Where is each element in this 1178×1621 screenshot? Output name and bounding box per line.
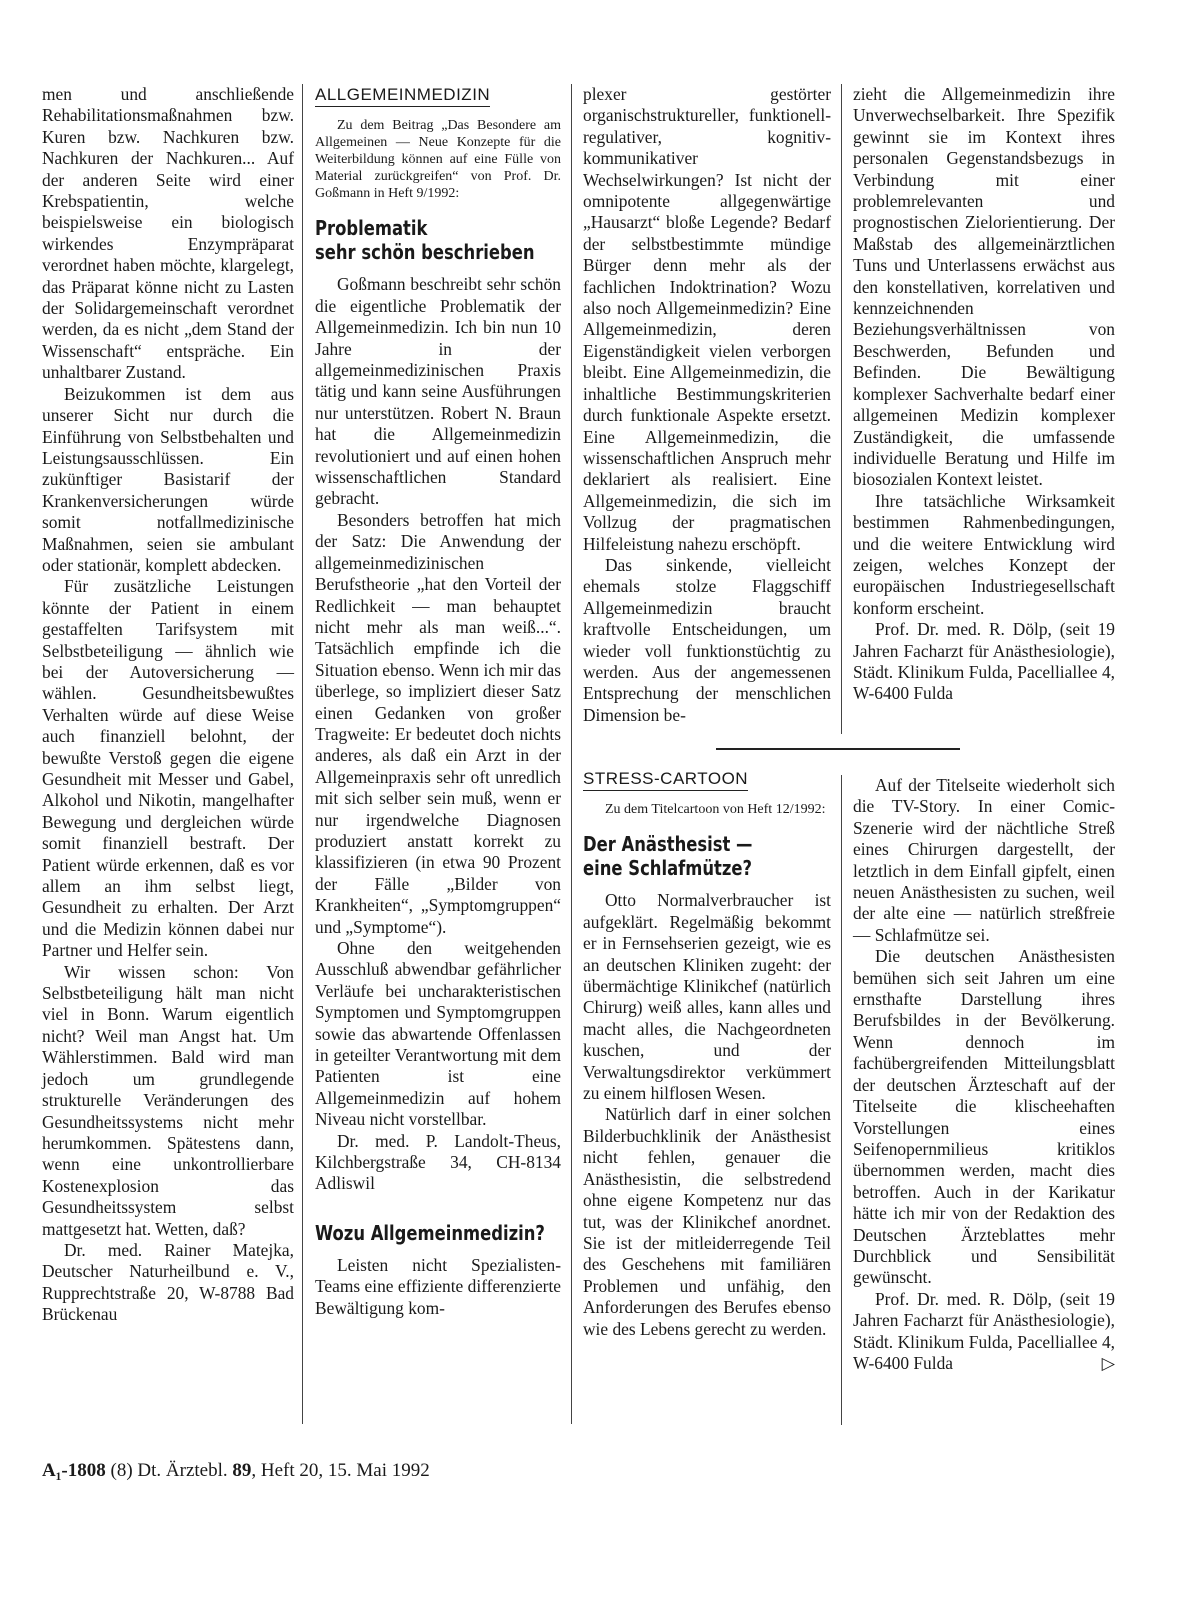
paragraph: Die deutschen Anästhesisten bemühen sich seit Jahren um eine ernsthafte Darstellung ihres Berufsbildes in der Bevölkerung. Wenn dennoch im fachübergreifenden Mitteilungsblatt der deutschen Ärzteschaft auf der Titelseite die klischeehaften Vorstellungen eines Seifenopernmilieus kritiklos übernommen werden, macht dies betroffen. Auch in der Karikatur hätte ich mir von der Redaktion des Deutschen Ärzteblattes mehr Durchblick und Sensibilität gewünscht. [853,946,1115,1288]
article-headline [315,216,535,265]
column-3-top [583,84,831,726]
column-4-bottom [853,775,1115,1374]
headline-line: Der Anästhesist — [583,832,753,857]
headline-line: sehr schön beschrieben [315,240,535,265]
column-divider [841,775,842,1425]
paragraph: Leisten nicht Spezialisten-Teams eine effiziente differenzierte Bewältigung kom- [315,1254,561,1318]
reference-note: Zu dem Titelcartoon von Heft 12/1992: [605,802,826,818]
paragraph: Besonders betroffen hat mich der Satz: Die Anwendung der allgemeinmedizinischen Berufstheorie „hat den Vorteil der Redlichkeit — man behauptet nicht mehr als man weiß...“. Tatsächlich empfinde ich die Situation ebenso. Wenn ich mir das überlege, so impliziert dieser Satz einen Gedanken von großer Tragweite: Er bedeutet doch nichts anderes, als daß ein Arzt in der Allgemeinpraxis sehr oft unredlich mit sich selber sein muß, wenn er nur irgendwelche Diagnosen produziert anstatt korrekt zu klassifizieren (in etwa 90 Prozent der Fälle „Bilder von Krankheiten“, „Symptomgruppen“ und „Symptome“). [315,509,561,937]
paragraph: men und anschließende Rehabilitationsmaßnahmen bzw. Kuren bzw. Nachkuren bzw. Nachkuren der Nachkuren... Auf der anderen Seite wird einer Krebspatientin, welche beispielsweise ein biologisch wirkendes Enzympräparat verordnet haben möchte, klargelegt, das Präparat könne nicht zu Lasten der Solidargemeinschaft verordnet werden, da es nicht „dem Stand der Wissenschaft“ entspräche. Ein unhaltbarer Zustand. [42,84,294,383]
column-divider [302,84,303,1424]
paragraph: Wir wissen schon: Von Selbstbeteiligung hält man nicht viel in Bonn. Warum eigentlich nicht? Weil man Angst hat. Um Wählerstimmen. Bald wird man jedoch um grundlegende strukturelle Veränderungen des Gesundheitssystems nicht mehr herumkommen. Spätestens dann, wenn eine unkontrollierbare Kostenexplosion das Gesundheitssystem selbst mattgesetzt hat. Wetten, daß? [42,961,294,1239]
journal-ref: (8) Dt. Ärztebl. [110,1460,228,1481]
article-headline: Wozu Allgemeinmedizin? [315,1220,545,1245]
paragraph: Natürlich darf in einer solchen Bilderbuchklinik der Anästhesist nicht fehlen, genauer die Anästhesistin, die selbstredend ohne eigene Kompetenz nur das tut, was der Klinikchef anordnet. Sie ist der mitleiderregende Teil des Geschehens mit familiären Problemen und unfähig, den Anforderungen des Berufes ebenso wie des Lebens gerecht zu werden. [583,1104,831,1339]
column-3-bottom [583,768,831,1340]
paragraph: Otto Normalverbraucher ist aufgeklärt. Regelmäßig bekommt er in Fernsehserien gezeigt, wie es an deutschen Kliniken zugeht: der übermächtige Klinikchef (natürlich Chirurg) weiß alles, kann alles und macht alles, die Nachgeordneten kuschen, und der Verwaltungsdirektor verkümmert zu einem hilflosen Wesen. [583,890,831,1104]
paragraph: zieht die Allgemeinmedizin ihre Unverwechselbarkeit. Ihre Spezifik gewinnt sie im Kontext ihres personalen Gegenstandsbezugs in Verbindung mit einer problemrelevanten und prognostischen Zielorientierung. Der Maßstab des allgemeinärztlichen Tuns und Unterlassens erwächst aus den konstellativen, korrelativen und kennzeichnenden Beziehungsverhältnissen von Beschwerden, Befunden und Befinden. Die Bewältigung komplexer Sachverhalte bedarf einer allgemeinen Medizin komplexer Zuständigkeit, die umfassende individuelle Beratung und Hilfe im biosozialen Kontext leistet. [853,84,1115,490]
column-1 [42,84,294,1326]
article-headline [583,832,786,880]
section-label: ALLGEMEINMEDIZIN [315,84,490,107]
paragraph: Auf der Titelseite wiederholt sich die TV-Story. In einer Comic-Szenerie wird der nächtliche Streß eines Chirurgen dargestellt, der letztlich in dem Einfall gipfelt, einen neuen Anästhesisten zu suchen, weil der alte eine — natürlich streßfreie — Schlafmütze sei. [853,775,1115,945]
paragraph: Goßmann beschreibt sehr schön die eigentliche Problematik der Allgemeinmedizin. Ich bin nun 10 Jahre in der allgemeinmedizinischen Praxis tätig und kann seine Ausführungen nur unterstützen. Robert N. Braun hat die Allgemeinmedizin revolutioniert und auf einen hohen wissenschaftlichen Standard gebracht. [315,274,561,509]
paragraph: Ohne den weitgehenden Ausschluß abwendbar gefährlicher Verläufe bei uncharakteristischen Symptomen und Symptomgruppen sowie das abwartende Offenlassen in geteilter Verantwortung mit dem Patienten ist eine Allgemeinmedizin auf hohem Niveau nicht vorstellbar. [315,938,561,1130]
paragraph: Beizukommen ist dem aus unserer Sicht nur durch die Einführung von Selbstbehalten und Leistungsausschlüssen. Ein zukünftiger Basistarif der Krankenversicherungen würde somit notfallmedizinische Maßnahmen, seien sie ambulant oder stationär, komplett abdecken. [42,383,294,575]
section-divider [716,748,960,750]
headline-line: Problematik [315,216,428,241]
page-footer [42,1460,430,1482]
column-4-top [853,84,1115,705]
reference-note: Zu dem Beitrag „Das Besondere am Allgemeinen — Neue Konzepte für die Weiterbildung können auf eine Fülle von Material zurückgreifen“ von Prof. Dr. Goßmann in Heft 9/1992: [315,118,561,202]
issue-date: , Heft 20, 15. Mai 1992 [251,1460,430,1481]
page-code: A₁-1808 [42,1460,106,1481]
column-divider [841,84,842,734]
author-signature [853,1289,1115,1375]
paragraph: Für zusätzliche Leistungen könnte der Patient in einem gestaffelten Tarifsystem mit Selbstbeteiligung — ähnlich wie bei der Autoversicherung — wählen. Gesundheitsbewußtes Verhalten würde auf diese Weise auch finanziell belohnt, der bewußte Verstoß gegen die eigene Gesundheit mit Messer und Gabel, Alkohol und Nikotin, mangelhafter Bewegung und dergleichen würde somit finanziell bestraft. Der Patient würde erkennen, daß es vor allem an ihm selbst liegt, Gesundheit zu erhalten. Der Arzt und die Medizin können dabei nur Partner und Helfer sein. [42,576,294,961]
column-2 [315,84,561,1319]
headline-line: eine Schlafmütze? [583,856,753,881]
author-signature: Prof. Dr. med. R. Dölp, (seit 19 Jahren Facharzt für Anästhesiologie), Städt. Klinikum Fulda, Pacelliallee 4, W-6400 Fulda [853,619,1115,704]
author-signature: Dr. med. P. Landolt-Theus, Kilchbergstraße 34, CH-8134 Adliswil [315,1130,561,1194]
section-label: STRESS-CARTOON [583,768,748,791]
paragraph: plexer gestörter organischstruktureller, funktionell-regulativer, kognitiv-kommunikativer Wechselwirkungen? Ist nicht der omnipotente allgegenwärtige „Hausarzt“ bloße Legende? Bedarf der selbstbestimmte mündige Bürger denn mehr als der fachlichen Indoktrination? Wozu also noch Allgemeinmedizin? Eine Allgemeinmedizin, deren Eigenständigkeit vielen verborgen bleibt. Eine Allgemeinmedizin, die inhaltliche Bestimmungskriterien durch funktionale Aspekte ersetzt. Eine Allgemeinmedizin, die wissenschaftlichen Anspruch mehr deklariert als realisiert. Eine Allgemeinmedizin, die sich im Vollzug der pragmatischen Hilfeleistung nahezu erschöpft. [583,84,831,554]
continue-arrow-icon: ▷ [1101,1352,1115,1373]
paragraph: Das sinkende, vielleicht ehemals stolze Flaggschiff Allgemeinmedizin braucht kraftvolle Entscheidungen, um wieder voll funktionstüchtig zu werden. Aus der angemessenen Entsprechung der menschlichen Dimension be- [583,554,831,725]
author-signature: Dr. med. Rainer Matejka, Deutscher Naturheilbund e. V., Rupprechtstraße 20, W-8788 Bad Brückenau [42,1239,294,1325]
column-divider [571,84,572,1424]
volume-number: 89 [232,1460,252,1481]
signature-text: Prof. Dr. med. R. Dölp, (seit 19 Jahren Facharzt für Anästhesiologie), Städt. Klinikum Fulda, Pacelliallee 4, W-6400 Fulda [853,1288,1115,1373]
paragraph: Ihre tatsächliche Wirksamkeit bestimmen Rahmenbedingungen, und die weitere Entwicklung wird zeigen, welches Konzept der europäischen Industriegesellschaft konform erscheint. [853,490,1115,618]
